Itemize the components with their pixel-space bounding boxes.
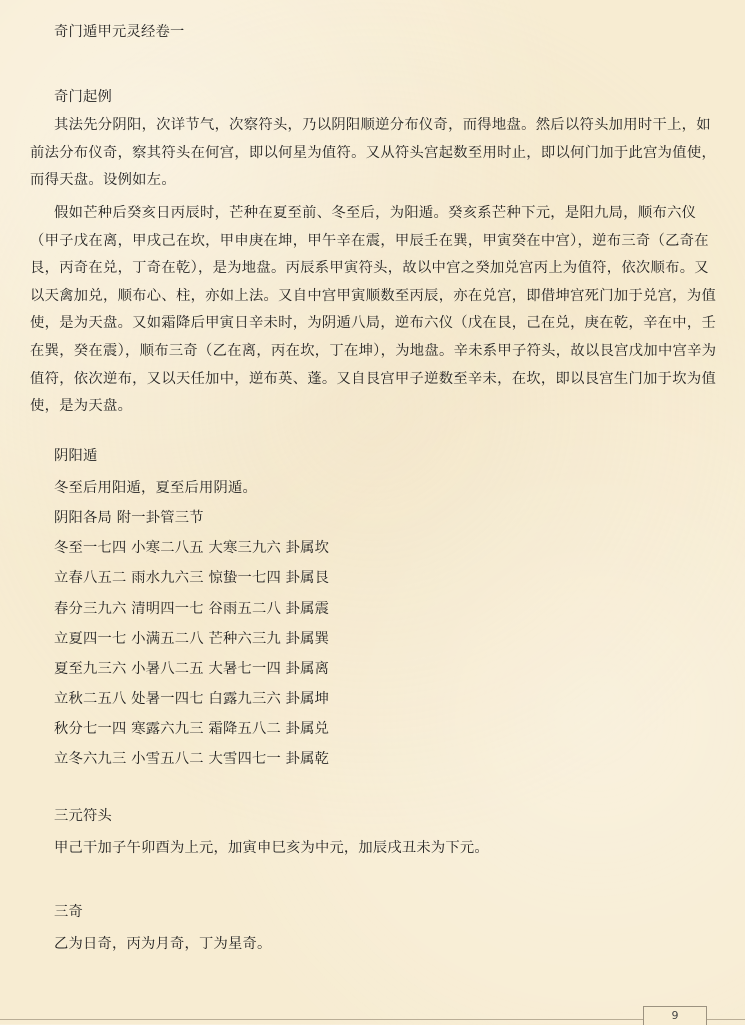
term-row: 立夏四一七 小满五二八 芒种六三九 卦属巽	[54, 631, 330, 647]
term-row: 立冬六九三 小雪五八二 大雪四七一 卦属乾	[54, 751, 330, 767]
futou-text: 甲己干加子午卯酉为上元，加寅申巳亥为中元，加辰戌丑未为下元。	[54, 840, 489, 856]
sanqi-text: 乙为日奇，丙为月奇，丁为星奇。	[54, 936, 272, 952]
section-title-qimen: 奇门起例	[54, 89, 112, 105]
yinyang-text: 冬至后用阳遁，夏至后用阴遁。	[54, 480, 257, 496]
term-row: 立春八五二 雨水九六三 惊蛰一七四 卦属艮	[54, 570, 330, 586]
term-row: 春分三九六 清明四一七 谷雨五二八 卦属震	[54, 601, 330, 617]
footer-divider	[0, 1019, 745, 1020]
page-number: 9	[643, 1006, 707, 1025]
section-title-sanqi: 三奇	[54, 904, 83, 920]
paragraph-method: 其法先分阴阳，次详节气，次察符头，乃以阴阳顺逆分布仪奇，而得地盘。然后以符头加用时干上，如前法分布仪奇，察其符头在何宫，即以何星为值符。又从符头宫起数至用时止，即以何门加于此宫为值使，而得天盘。设例如左。	[30, 117, 717, 189]
term-row: 冬至一七四 小寒二八五 大寒三九六 卦属坎	[54, 540, 330, 556]
book-title: 奇门遁甲元灵经卷一	[54, 24, 185, 40]
paragraph-example: 假如芒种后癸亥日丙辰时，芒种在夏至前、冬至后，为阳遁。癸亥系芒种下元，是阳九局，顺布六仪（甲子戊在离，甲戌己在坎，甲申庚在坤，甲午辛在震，甲辰壬在巽，甲寅癸在中宫），逆布三奇（乙奇在艮，丙奇在兑，丁奇在乾），是为地盘。丙辰系甲寅符头，故以中宫之癸加兑宫丙上为值符，依次顺布。又以天禽加兑，顺布心、柱，亦如上法。又自中宫甲寅顺数至丙辰，亦在兑宫，即借坤宫死门加于兑宫，为值使，是为天盘。又如霜降后甲寅日辛未时，为阴遁八局，逆布六仪（戊在艮，己在兑，庚在乾，辛在中，壬在巽，癸在震），顺布三奇（乙在离，丙在坎，丁在坤），为地盘。辛未系甲子符头，故以艮宫戊加中宫辛为值符，依次逆布，又以天任加中，逆布英、蓬。又自艮宫甲子逆数至辛未，在坎，即以艮宫生门加于坎为值使，是为天盘。	[30, 205, 717, 415]
term-row: 立秋二五八 处暑一四七 白露九三六 卦属坤	[54, 691, 330, 707]
term-row: 夏至九三六 小暑八二五 大暑七一四 卦属离	[54, 661, 330, 677]
section-title-yinyang: 阴阳遁	[54, 448, 98, 464]
term-row: 秋分七一四 寒露六九三 霜降五八二 卦属兑	[54, 721, 330, 737]
section-title-futou: 三元符头	[54, 808, 112, 824]
yinyang-subtitle: 阴阳各局 附一卦管三节	[54, 510, 204, 526]
